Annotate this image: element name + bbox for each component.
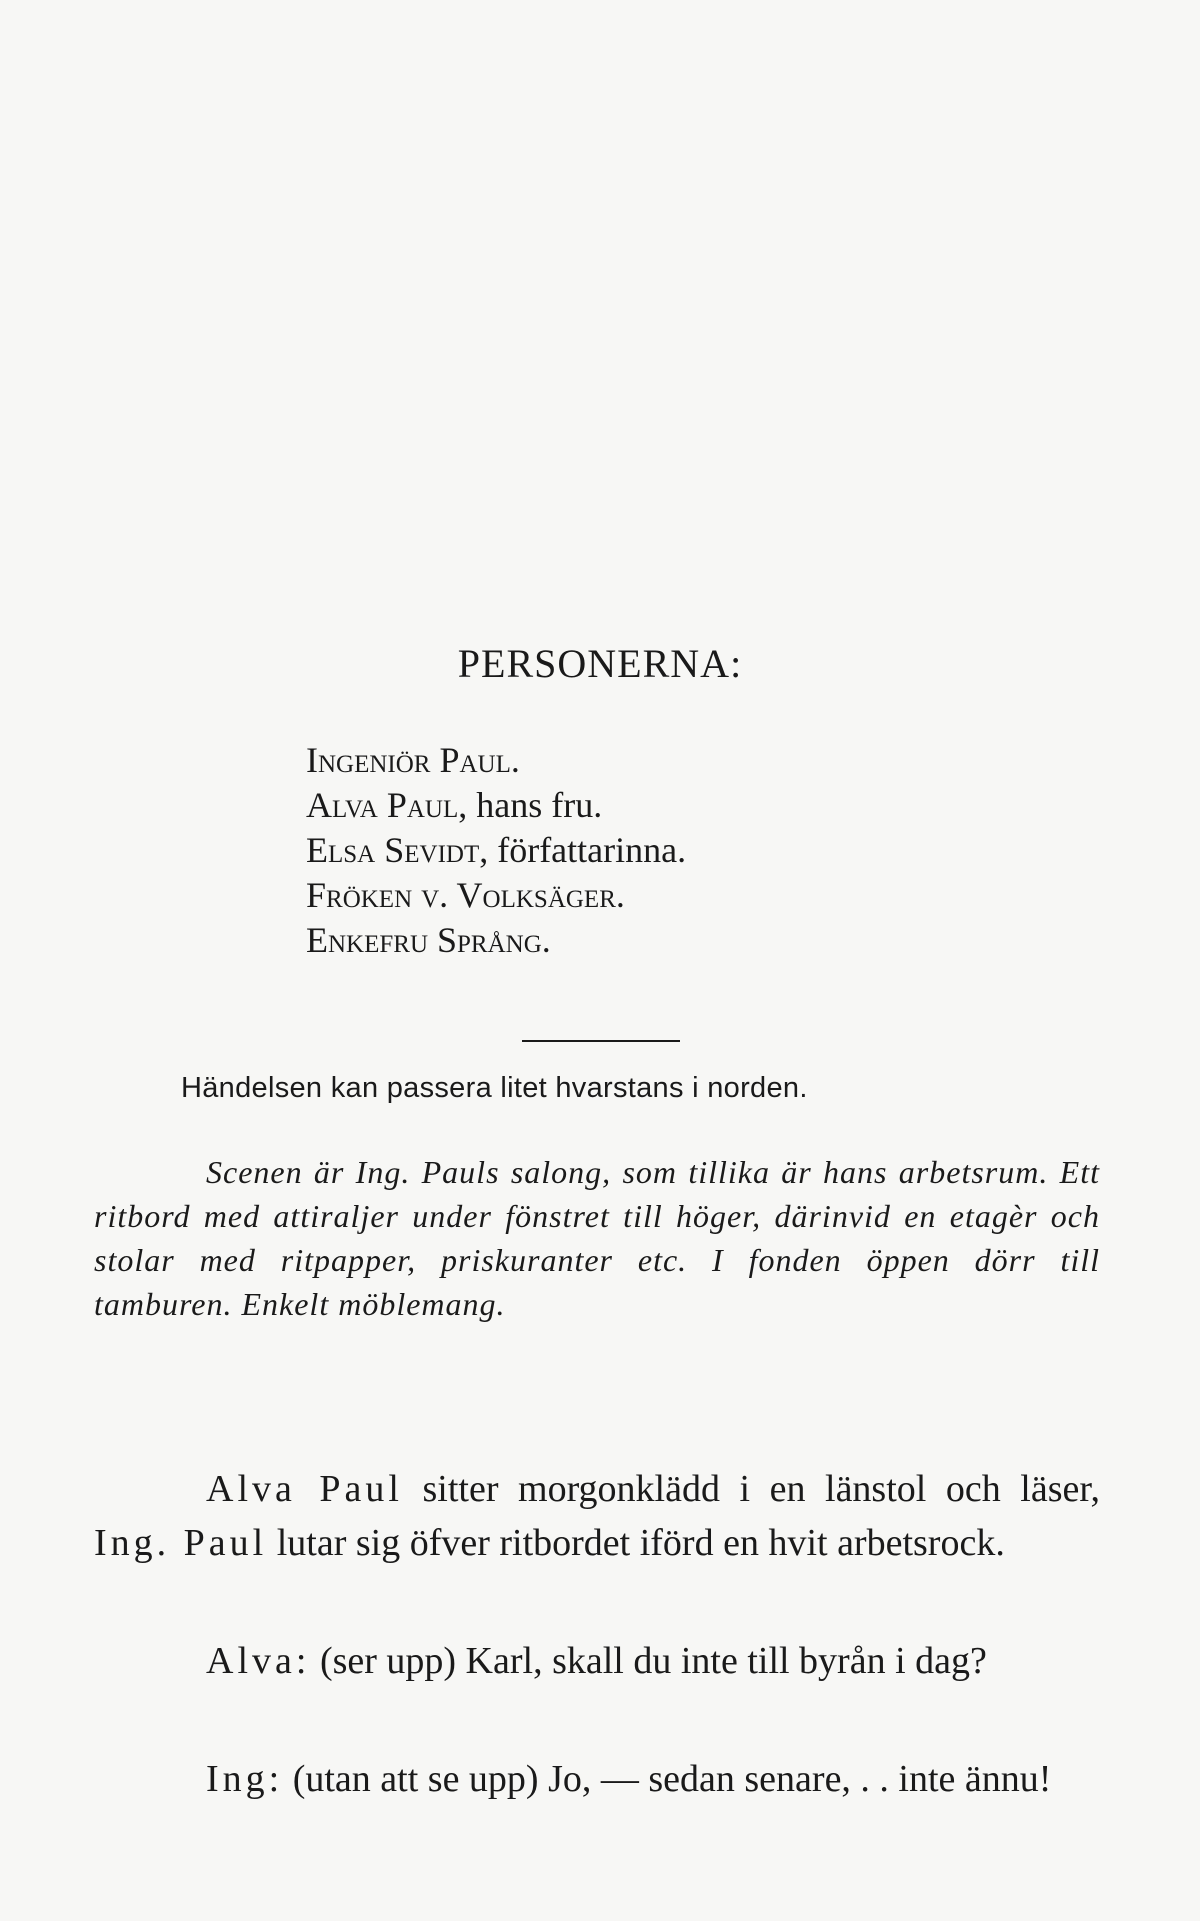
action-text: lutar sig öfver ritbordet iförd en hvit arbetsrock.	[267, 1522, 1005, 1564]
stage-direction: Scenen är Ing. Pauls salong, som tillika är hans arbetsrum. Ett ritbord med attiraljer under fönstret till höger, därinvid en etagèr och stolar med ritpapper, priskuranter etc. I fonden öppen dörr till tamburen. Enkelt möblemang.	[94, 1154, 1100, 1322]
character-desc: .	[510, 740, 520, 780]
dialogue-text: (utan att se upp) Jo, — sedan senare, . . inte ännu!	[283, 1758, 1052, 1800]
cast-entry	[306, 918, 686, 963]
dialogue-line	[94, 1634, 1100, 1688]
character-name: Alva Paul	[306, 785, 459, 825]
character-name: Elsa Sevidt	[306, 830, 480, 870]
character-name: Fröken v. Volksäger	[306, 875, 616, 915]
character-desc: , hans fru.	[458, 785, 603, 825]
setting-line: Händelsen kan passera litet hvarstans i norden.	[181, 1072, 808, 1104]
speaker-name: Alva:	[206, 1640, 311, 1682]
character-desc: .	[615, 875, 625, 915]
action-paragraph	[94, 1462, 1100, 1570]
speaker-name: Ing:	[206, 1758, 284, 1800]
character-name: Ingeniör Paul	[306, 740, 511, 780]
cast-entry	[306, 783, 686, 828]
character-name: Ing. Paul	[94, 1522, 268, 1564]
character-name: Alva Paul	[206, 1468, 403, 1510]
cast-entry	[306, 873, 686, 918]
action-text: sitter morgonklädd i en länstol och läser,	[402, 1468, 1100, 1510]
cast-entry	[306, 738, 686, 783]
cast-heading: PERSONERNA:	[457, 641, 743, 686]
cast-entry	[306, 828, 686, 873]
character-name: Enkefru Språng	[306, 920, 542, 960]
dialogue-line	[94, 1752, 1100, 1806]
dialogue-text: (ser upp) Karl, skall du inte till byrån i dag?	[310, 1640, 987, 1682]
character-desc: , författarinna.	[479, 830, 687, 870]
character-desc: .	[541, 920, 551, 960]
cast-list	[306, 738, 686, 963]
section-divider	[522, 1040, 680, 1042]
